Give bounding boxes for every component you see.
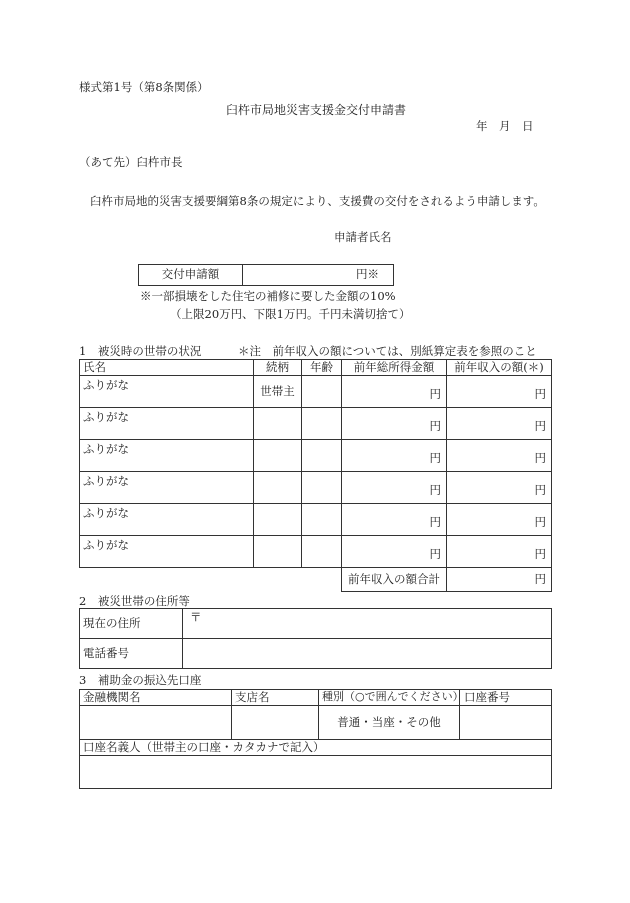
name-cell[interactable] bbox=[80, 408, 254, 440]
table-row bbox=[80, 472, 552, 504]
total-income-cell[interactable]: 円 bbox=[342, 504, 447, 536]
header-previous-income: 前年収入の額(＊) bbox=[447, 360, 552, 376]
form-number: 様式第1号（第8条関係） bbox=[79, 80, 209, 94]
age-cell[interactable] bbox=[302, 536, 342, 568]
age-cell[interactable] bbox=[302, 472, 342, 504]
furigana-label: ふりがな bbox=[83, 538, 129, 552]
table-row bbox=[80, 440, 552, 472]
total-row bbox=[80, 568, 552, 592]
amount-note-1: ※一部損壊をした住宅の補修に要した金額の10% bbox=[140, 289, 396, 303]
phone-label: 電話番号 bbox=[80, 639, 183, 669]
form-title: 臼杵市局地災害支援金交付申請書 bbox=[226, 103, 407, 117]
previous-income-cell[interactable]: 円 bbox=[447, 536, 552, 568]
furigana-label: ふりがな bbox=[83, 506, 129, 520]
total-income-field[interactable]: 円 bbox=[447, 568, 552, 592]
header-relation: 続柄 bbox=[254, 360, 302, 376]
relation-cell[interactable] bbox=[254, 408, 302, 440]
total-income-cell[interactable]: 円 bbox=[342, 440, 447, 472]
account-holder-label: 口座名義人（世帯主の口座・カタカナで記入） bbox=[80, 740, 552, 756]
application-amount-field[interactable] bbox=[243, 265, 394, 286]
applicant-name-label: 申請者氏名 bbox=[334, 230, 392, 244]
amount-note-2: （上限20万円、下限1万円。千円未満切捨て） bbox=[170, 307, 411, 321]
name-cell[interactable] bbox=[80, 536, 254, 568]
total-income-cell[interactable]: 円 bbox=[342, 536, 447, 568]
application-amount-unit: 円※ bbox=[356, 267, 379, 282]
bank-name-field[interactable] bbox=[80, 706, 232, 740]
age-cell[interactable] bbox=[302, 504, 342, 536]
name-cell[interactable] bbox=[80, 440, 254, 472]
previous-income-cell[interactable]: 円 bbox=[447, 504, 552, 536]
header-total-income: 前年総所得金額 bbox=[342, 360, 447, 376]
age-cell[interactable] bbox=[302, 376, 342, 408]
bank-name-label: 金融機関名 bbox=[80, 690, 232, 706]
previous-income-cell[interactable]: 円 bbox=[447, 472, 552, 504]
age-cell[interactable] bbox=[302, 408, 342, 440]
furigana-label: ふりがな bbox=[83, 442, 129, 456]
application-amount-label: 交付申請額 bbox=[139, 265, 243, 286]
relation-cell[interactable] bbox=[254, 536, 302, 568]
age-cell[interactable] bbox=[302, 440, 342, 472]
account-number-label: 口座番号 bbox=[460, 690, 552, 706]
postal-mark: 〒 bbox=[190, 610, 202, 624]
section1-note: ＊注 前年収入の額については、別紙算定表を参照のこと bbox=[238, 344, 537, 358]
header-age: 年齢 bbox=[302, 360, 342, 376]
application-amount-table bbox=[138, 264, 394, 286]
relation-cell[interactable] bbox=[254, 504, 302, 536]
total-income-cell[interactable]: 円 bbox=[342, 408, 447, 440]
relation-cell[interactable] bbox=[254, 440, 302, 472]
name-cell[interactable] bbox=[80, 472, 254, 504]
furigana-label: ふりがな bbox=[83, 378, 129, 392]
household-header-row bbox=[80, 360, 552, 376]
table-row bbox=[80, 408, 552, 440]
table-row bbox=[80, 504, 552, 536]
previous-income-cell[interactable]: 円 bbox=[447, 440, 552, 472]
total-income-cell[interactable]: 円 bbox=[342, 376, 447, 408]
account-holder-field[interactable] bbox=[80, 756, 552, 789]
section1-heading: 1 被災時の世帯の状況 bbox=[79, 344, 202, 358]
account-number-field[interactable] bbox=[460, 706, 552, 740]
furigana-label: ふりがな bbox=[83, 410, 129, 424]
account-type-label: 種別（○で囲んでください） bbox=[319, 690, 460, 706]
relation-cell[interactable] bbox=[254, 472, 302, 504]
relation-cell[interactable]: 世帯主 bbox=[254, 376, 302, 408]
total-label: 前年収入の額合計 bbox=[342, 568, 447, 592]
address-field[interactable] bbox=[183, 609, 552, 639]
previous-income-cell[interactable]: 円 bbox=[447, 376, 552, 408]
addressee: （あて先）臼杵市長 bbox=[79, 155, 183, 169]
section2-heading: 2 被災世帯の住所等 bbox=[79, 594, 190, 608]
name-cell[interactable] bbox=[80, 376, 254, 408]
household-table bbox=[79, 359, 552, 592]
address-label: 現在の住所 bbox=[80, 609, 183, 639]
table-row bbox=[80, 376, 552, 408]
phone-field[interactable] bbox=[183, 639, 552, 669]
date-line: 年 月 日 bbox=[476, 119, 534, 133]
branch-label: 支店名 bbox=[232, 690, 319, 706]
branch-field[interactable] bbox=[232, 706, 319, 740]
account-type-options[interactable]: 普通・当座・その他 bbox=[319, 706, 460, 740]
furigana-label: ふりがな bbox=[83, 474, 129, 488]
bank-account-table bbox=[79, 689, 552, 789]
table-row bbox=[80, 536, 552, 568]
section3-heading: 3 補助金の振込先口座 bbox=[79, 673, 202, 687]
total-income-cell[interactable]: 円 bbox=[342, 472, 447, 504]
header-name: 氏名 bbox=[80, 360, 254, 376]
address-table bbox=[79, 608, 552, 669]
previous-income-cell[interactable]: 円 bbox=[447, 408, 552, 440]
intro-text: 臼杵市局地的災害支援要綱第8条の規定により、支援費の交付をされるよう申請します。 bbox=[90, 194, 545, 208]
name-cell[interactable] bbox=[80, 504, 254, 536]
